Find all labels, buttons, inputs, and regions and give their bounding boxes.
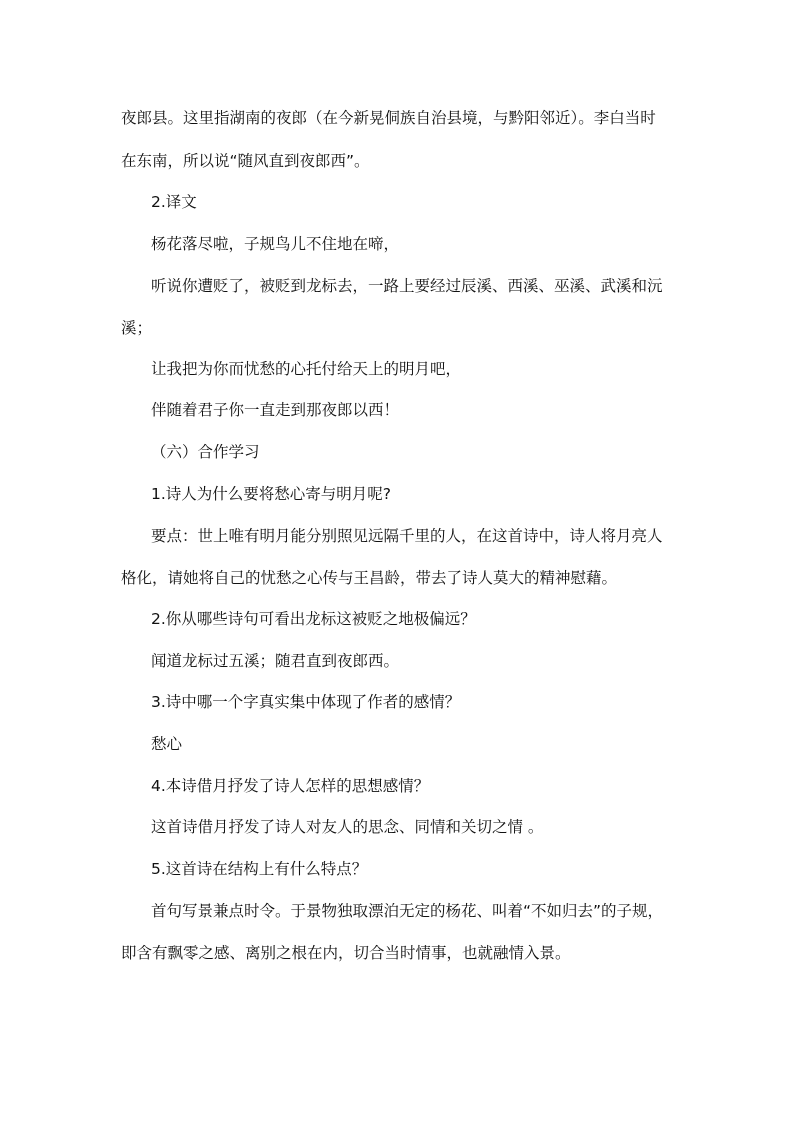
text-line-4: 杨花落尽啦，子规鸟儿不住地在啼， [151, 235, 400, 253]
text-line-6: 溪； [121, 319, 153, 337]
question-2: 2.你从哪些诗句可看出龙标这被贬之地极偏远？ [151, 610, 476, 628]
answer-1-line-1: 要点：世上唯有明月能分别照见远隔千里的人，在这首诗中，诗人将月亮人 [151, 527, 663, 545]
answer-3: 愁心 [151, 735, 183, 753]
text-line-7: 让我把为你而忧愁的心托付给天上的明月吧， [151, 360, 462, 378]
text-line-5: 听说你遭贬了，被贬到龙标去，一路上要经过辰溪、西溪、巫溪、武溪和沅 [151, 277, 663, 295]
answer-2: 闻道龙标过五溪；随君直到夜郎西。 [151, 652, 400, 670]
question-3: 3.诗中哪一个字真实集中体现了作者的感情？ [151, 693, 461, 711]
text-line-1: 夜郎县。这里指湖南的夜郎（在今新晃侗族自治县境，与黔阳邻近）。李白当时 [121, 109, 656, 127]
answer-1-line-2: 格化，请她将自己的忧愁之心传与王昌龄，带去了诗人莫大的精神慰藉。 [121, 569, 618, 587]
text-line-2: 在东南，所以说“随风直到夜郎西”。 [121, 152, 370, 170]
answer-4: 这首诗借月抒发了诗人对友人的思念、同情和关切之情 。 [151, 818, 544, 836]
question-1: 1.诗人为什么要将愁心寄与明月呢? [151, 485, 392, 503]
section-heading-translation: 2.译文 [151, 193, 197, 211]
question-4: 4.本诗借月抒发了诗人怎样的思想感情？ [151, 777, 430, 795]
answer-5-line-1: 首句写景兼点时令。于景物独取漂泊无定的杨花、叫着“不如归去”的子规， [151, 902, 664, 920]
text-line-8: 伴随着君子你一直走到那夜郎以西！ [151, 401, 400, 419]
answer-5-line-2: 即含有飘零之感、离别之根在内，切合当时情事，也就融情入景。 [121, 944, 571, 962]
section-heading-cooperative-learning: （六）合作学习 [151, 443, 260, 461]
question-5: 5.这首诗在结构上有什么特点？ [151, 860, 368, 878]
